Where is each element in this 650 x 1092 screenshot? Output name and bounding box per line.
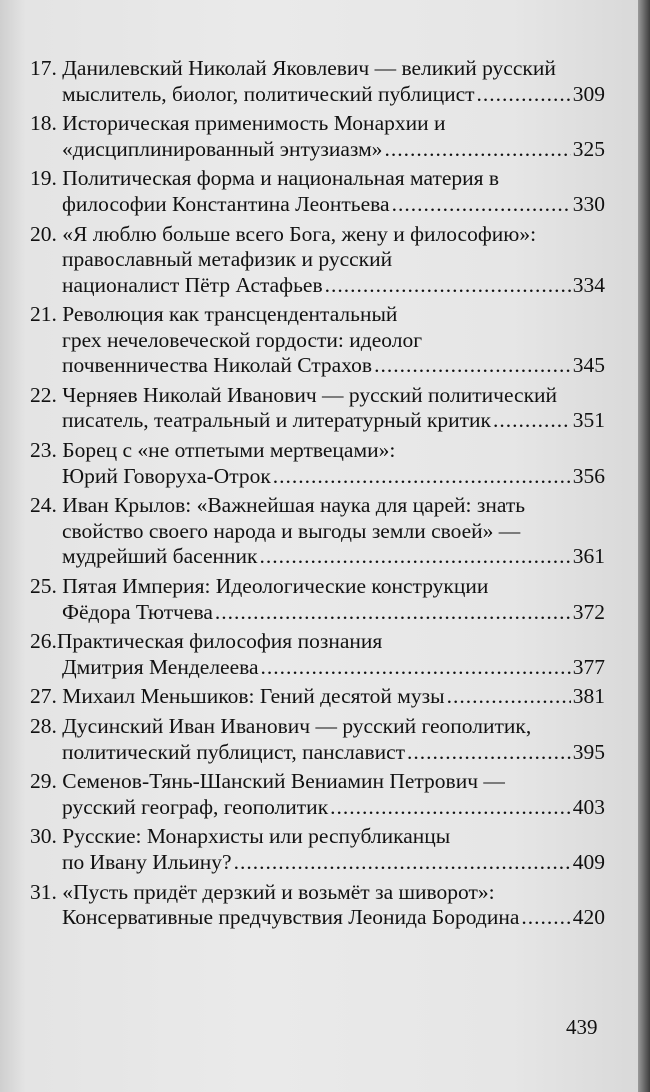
- toc-entry-number: 21.: [30, 302, 57, 327]
- toc-entry-text: почвенничества Николай Страхов: [62, 353, 373, 378]
- toc-entry-text: философии Константина Леонтьева: [62, 191, 390, 216]
- toc-entry-title: [30, 56, 605, 82]
- toc-entry-number: 22.: [30, 382, 57, 407]
- toc-entry-last-line: [30, 82, 605, 108]
- toc-entry-title: [30, 629, 605, 655]
- toc-entry-last-line: [30, 684, 605, 710]
- toc-entry-number: 30.: [30, 824, 57, 849]
- toc-entry-page: 395: [572, 739, 605, 764]
- toc-entry-last-line: [30, 192, 605, 218]
- dot-leader: [273, 464, 571, 490]
- toc-entry-number: 25.: [30, 574, 57, 598]
- toc-entry-title: [30, 714, 605, 740]
- toc-entry: [30, 574, 605, 625]
- dot-leader: [392, 192, 571, 218]
- toc-entry-text: Дусинский Иван Иванович — русский геополитик,: [62, 714, 532, 739]
- toc-entry-last-line: [30, 353, 605, 379]
- toc-entry-title-continued: свойство своего народа и выгоды земли своей» —: [62, 518, 521, 543]
- toc-entry-text: «Я люблю больше всего Бога, жену и философию»:: [62, 221, 537, 246]
- toc-entry-number: 19.: [30, 166, 57, 191]
- book-spine-shadow: [638, 0, 650, 1092]
- dot-leader: [447, 684, 571, 710]
- toc-entry-number: 24.: [30, 493, 57, 518]
- toc-entry: [30, 222, 605, 299]
- toc-entry-text: Историческая применимость Монархии и: [62, 111, 446, 136]
- toc-entry-title: [30, 824, 605, 850]
- toc-entry-number: 29.: [30, 769, 57, 794]
- toc-entry: [30, 302, 605, 379]
- toc-entry-text: Пятая Империя: Идеологические конструкции: [62, 574, 489, 598]
- toc-entry-last-line: [30, 600, 605, 626]
- toc-entry-text: писатель, театральный и литературный критик: [62, 408, 492, 433]
- toc-entry: [30, 824, 605, 875]
- toc-entry: [30, 684, 605, 710]
- toc-entry-text: националист Пётр Астафьев: [62, 272, 323, 297]
- toc-entry-number: 20.: [30, 221, 57, 246]
- toc-entry-last-line: [30, 273, 605, 299]
- toc-entry-text: Русские: Монархисты или республиканцы: [62, 824, 451, 849]
- toc-entry-text: Консервативные предчувствия Леонида Бородина: [62, 905, 520, 930]
- toc-entry-number: 28.: [30, 714, 57, 739]
- toc-entry-page: 356: [572, 463, 605, 488]
- toc-entry-text: Семенов-Тянь-Шанский Вениамин Петрович —: [62, 769, 505, 794]
- toc-entry-title: [30, 111, 605, 137]
- toc-entry-text: Борец с «не отпетыми мертвецами»:: [62, 438, 396, 463]
- toc-entry: [30, 438, 605, 489]
- toc-entry-page: 420: [572, 905, 605, 930]
- toc-entry-text: политический публицист, панславист: [62, 739, 406, 764]
- toc-entry-text: Дмитрия Менделеева: [62, 654, 259, 679]
- toc-entry-text: русский географ, геополитик: [62, 794, 329, 819]
- toc-entry-page: 409: [572, 849, 605, 874]
- toc-entry-number: 23.: [30, 438, 57, 463]
- toc-entry-page: 309: [572, 81, 605, 106]
- toc-entry-page: 361: [572, 544, 605, 569]
- toc-entry-last-line: [30, 655, 605, 681]
- dot-leader: [330, 795, 571, 821]
- dot-leader: [521, 905, 570, 931]
- toc-entry-page: 381: [572, 684, 605, 709]
- toc-entry-page: 372: [572, 599, 605, 624]
- dot-leader: [259, 544, 570, 570]
- toc-entry-text: [30, 684, 445, 710]
- toc-entry-page: 351: [572, 408, 605, 433]
- page-number: 439: [566, 1015, 598, 1039]
- toc-entry-number: 18.: [30, 111, 57, 136]
- toc-entry-text: мыслитель, биолог, политический публицист: [62, 81, 475, 106]
- toc-entry-page: 403: [572, 794, 605, 819]
- dot-leader: [477, 82, 571, 108]
- toc-entry: [30, 769, 605, 820]
- toc-entry-text-part: Михаил Меньшиков: Гений десятой музы: [62, 684, 445, 709]
- toc-entry-title: [30, 493, 605, 519]
- toc-entry-number: 27.: [30, 684, 57, 709]
- toc-entry-text: Иван Крылов: «Важнейшая наука для царей: знать: [62, 493, 526, 518]
- dot-leader: [384, 137, 570, 163]
- toc-entry-text: «дисциплинированный энтузиазм»: [62, 136, 383, 161]
- toc-entry-page: 345: [572, 353, 605, 378]
- toc-entry-text: Политическая форма и национальная материя в: [62, 166, 500, 191]
- toc-entry-text: по Ивану Ильину?: [62, 849, 232, 874]
- toc-entry-last-line: [30, 544, 605, 570]
- toc-entry-number: 31.: [30, 879, 57, 904]
- toc-entry: [30, 111, 605, 162]
- toc-entry-text: мудрейший басенник: [62, 544, 258, 569]
- toc-entry: [30, 629, 605, 680]
- toc-entry: [30, 56, 605, 107]
- toc-entry-title: [30, 574, 605, 600]
- toc-entry-page: 334: [572, 272, 605, 297]
- toc-entry-page: 330: [572, 191, 605, 216]
- toc-entry-last-line: [30, 740, 605, 766]
- toc-entry-title: [30, 383, 605, 409]
- dot-leader: [407, 740, 571, 766]
- dot-leader: [493, 408, 571, 434]
- toc-entry-title: [30, 222, 605, 248]
- toc-entry: [30, 166, 605, 217]
- table-of-contents: [30, 56, 605, 935]
- toc-entry-page: 377: [572, 654, 605, 679]
- toc-entry-text: «Пусть придёт дерзкий и возьмёт за шиворот»:: [62, 879, 495, 904]
- toc-entry-text: Юрий Говоруха-Отрок: [62, 463, 271, 488]
- toc-entry-title: [30, 166, 605, 192]
- toc-entry-text: Черняев Николай Иванович — русский политический: [62, 382, 558, 407]
- toc-entry-text: Данилевский Николай Яковлевич — великий русский: [62, 56, 556, 80]
- toc-entry: [30, 383, 605, 434]
- toc-entry-last-line: [30, 464, 605, 490]
- toc-entry-number: 17.: [30, 56, 57, 80]
- dot-leader: [261, 655, 571, 681]
- dot-leader: [325, 273, 571, 299]
- toc-entry-title: [30, 438, 605, 464]
- toc-entry: [30, 493, 605, 570]
- toc-entry-page: 325: [572, 136, 605, 161]
- toc-entry-text: Практическая философия познания: [56, 629, 383, 654]
- toc-entry-number: 26.: [30, 629, 57, 654]
- toc-entry-last-line: [30, 408, 605, 434]
- toc-entry-title-continued: православный метафизик и русский: [62, 247, 393, 272]
- toc-entry: [30, 880, 605, 931]
- toc-entry-last-line: [30, 850, 605, 876]
- dot-leader: [215, 600, 571, 626]
- toc-entry-text: Фёдора Тютчева: [62, 599, 213, 624]
- toc-entry-title: [30, 769, 605, 795]
- toc-entry-text: Революция как трансцендентальный: [62, 302, 398, 327]
- toc-entry-title-continued: грех нечеловеческой гордости: идеолог: [62, 327, 423, 352]
- dot-leader: [374, 353, 571, 379]
- dot-leader: [234, 850, 571, 876]
- toc-entry-last-line: [30, 795, 605, 821]
- toc-entry-last-line: [30, 137, 605, 163]
- toc-entry-title: [30, 302, 605, 328]
- toc-entry-title: [30, 880, 605, 906]
- toc-entry: [30, 714, 605, 765]
- toc-entry-last-line: [30, 905, 605, 931]
